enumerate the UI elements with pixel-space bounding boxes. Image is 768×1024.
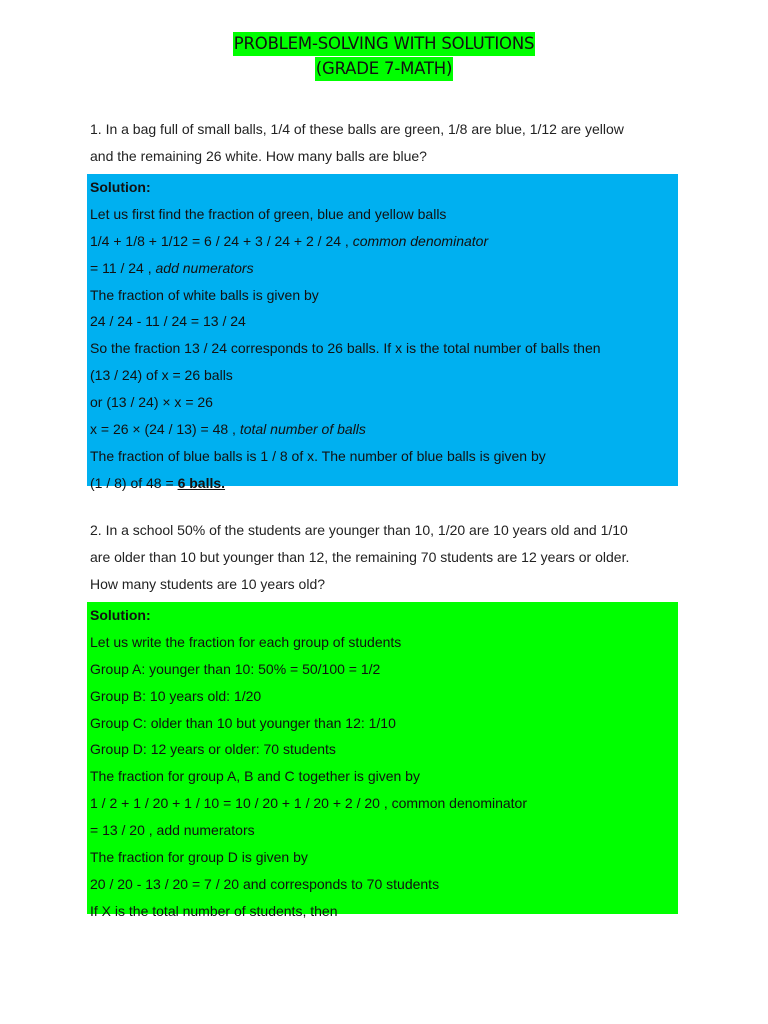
solution-line: The fraction of blue balls is 1 / 8 of x. The number of blue balls is given by <box>90 447 546 464</box>
solution-line: Group A: younger than 10: 50% = 50/100 = 1/2 <box>90 660 381 677</box>
solution-line: = 13 / 20 , add numerators <box>90 822 255 839</box>
question-line: How many students are 10 years old? <box>90 576 326 592</box>
question-line: 1. In a bag full of small balls, 1/4 of these balls are green, 1/8 are blue, 1/12 are yellow <box>90 121 624 137</box>
solution-note: total number of balls <box>239 421 366 438</box>
solution-line: The fraction for group D is given by <box>90 849 308 866</box>
solution-text: x = 26 × (24 / 13) = 48 , <box>90 421 240 438</box>
solution-line: or (13 / 24) × x = 26 <box>90 394 213 411</box>
solution-text: = 11 / 24 , <box>90 259 156 276</box>
solution-line <box>90 255 678 282</box>
solution-line <box>90 228 678 255</box>
question-line: and the remaining 26 white. How many balls are blue? <box>90 148 427 164</box>
solution-note: add numerators <box>155 259 254 276</box>
question-line: are older than 10 but younger than 12, the remaining 70 students are 12 years or older. <box>90 549 630 565</box>
solution-line: Group B: 10 years old: 1/20 <box>90 687 262 704</box>
solution-line: Let us write the fraction for each group of students <box>90 633 402 650</box>
title-line-2: (GRADE 7-MATH) <box>315 57 454 81</box>
solution-line <box>90 416 678 443</box>
question-line: 2. In a school 50% of the students are younger than 10, 1/20 are 10 years old and 1/10 <box>90 522 628 538</box>
solution-line: (13 / 24) of x = 26 balls <box>90 367 233 384</box>
solution-text: 1/4 + 1/8 + 1/12 = 6 / 24 + 3 / 24 + 2 / 24 , <box>90 232 353 249</box>
solution-line: Group C: older than 10 but younger than 12: 1/10 <box>90 714 396 731</box>
problem-2-question <box>90 517 680 598</box>
solution-line: The fraction of white balls is given by <box>90 286 319 303</box>
solution-line: If X is the total number of students, then <box>90 902 338 919</box>
problem-1-question <box>90 116 680 170</box>
solution-note: common denominator <box>352 232 489 249</box>
solution-line <box>90 470 678 497</box>
solution-text: (1 / 8) of 48 = <box>90 474 178 491</box>
document-title <box>0 32 768 82</box>
solution-line: 20 / 20 - 13 / 20 = 7 / 20 and corresponds to 70 students <box>90 875 440 892</box>
solution-heading: Solution: <box>90 607 151 623</box>
solution-line: 24 / 24 - 11 / 24 = 13 / 24 <box>90 313 246 330</box>
problem-2-solution <box>87 602 678 919</box>
solution-line: Group D: 12 years or older: 70 students <box>90 741 336 758</box>
solution-answer: 6 balls. <box>177 474 226 491</box>
problem-1-solution <box>87 174 678 491</box>
solution-heading: Solution: <box>90 179 151 195</box>
solution-line: So the fraction 13 / 24 corresponds to 26 balls. If x is the total number of balls then <box>90 340 601 357</box>
solution-line: 1 / 2 + 1 / 20 + 1 / 10 = 10 / 20 + 1 / 20 + 2 / 20 , common denominator <box>90 795 528 812</box>
title-line-1: PROBLEM-SOLVING WITH SOLUTIONS <box>233 32 535 56</box>
solution-line: The fraction for group A, B and C together is given by <box>90 768 420 785</box>
solution-line: Let us first find the fraction of green, blue and yellow balls <box>90 205 447 222</box>
